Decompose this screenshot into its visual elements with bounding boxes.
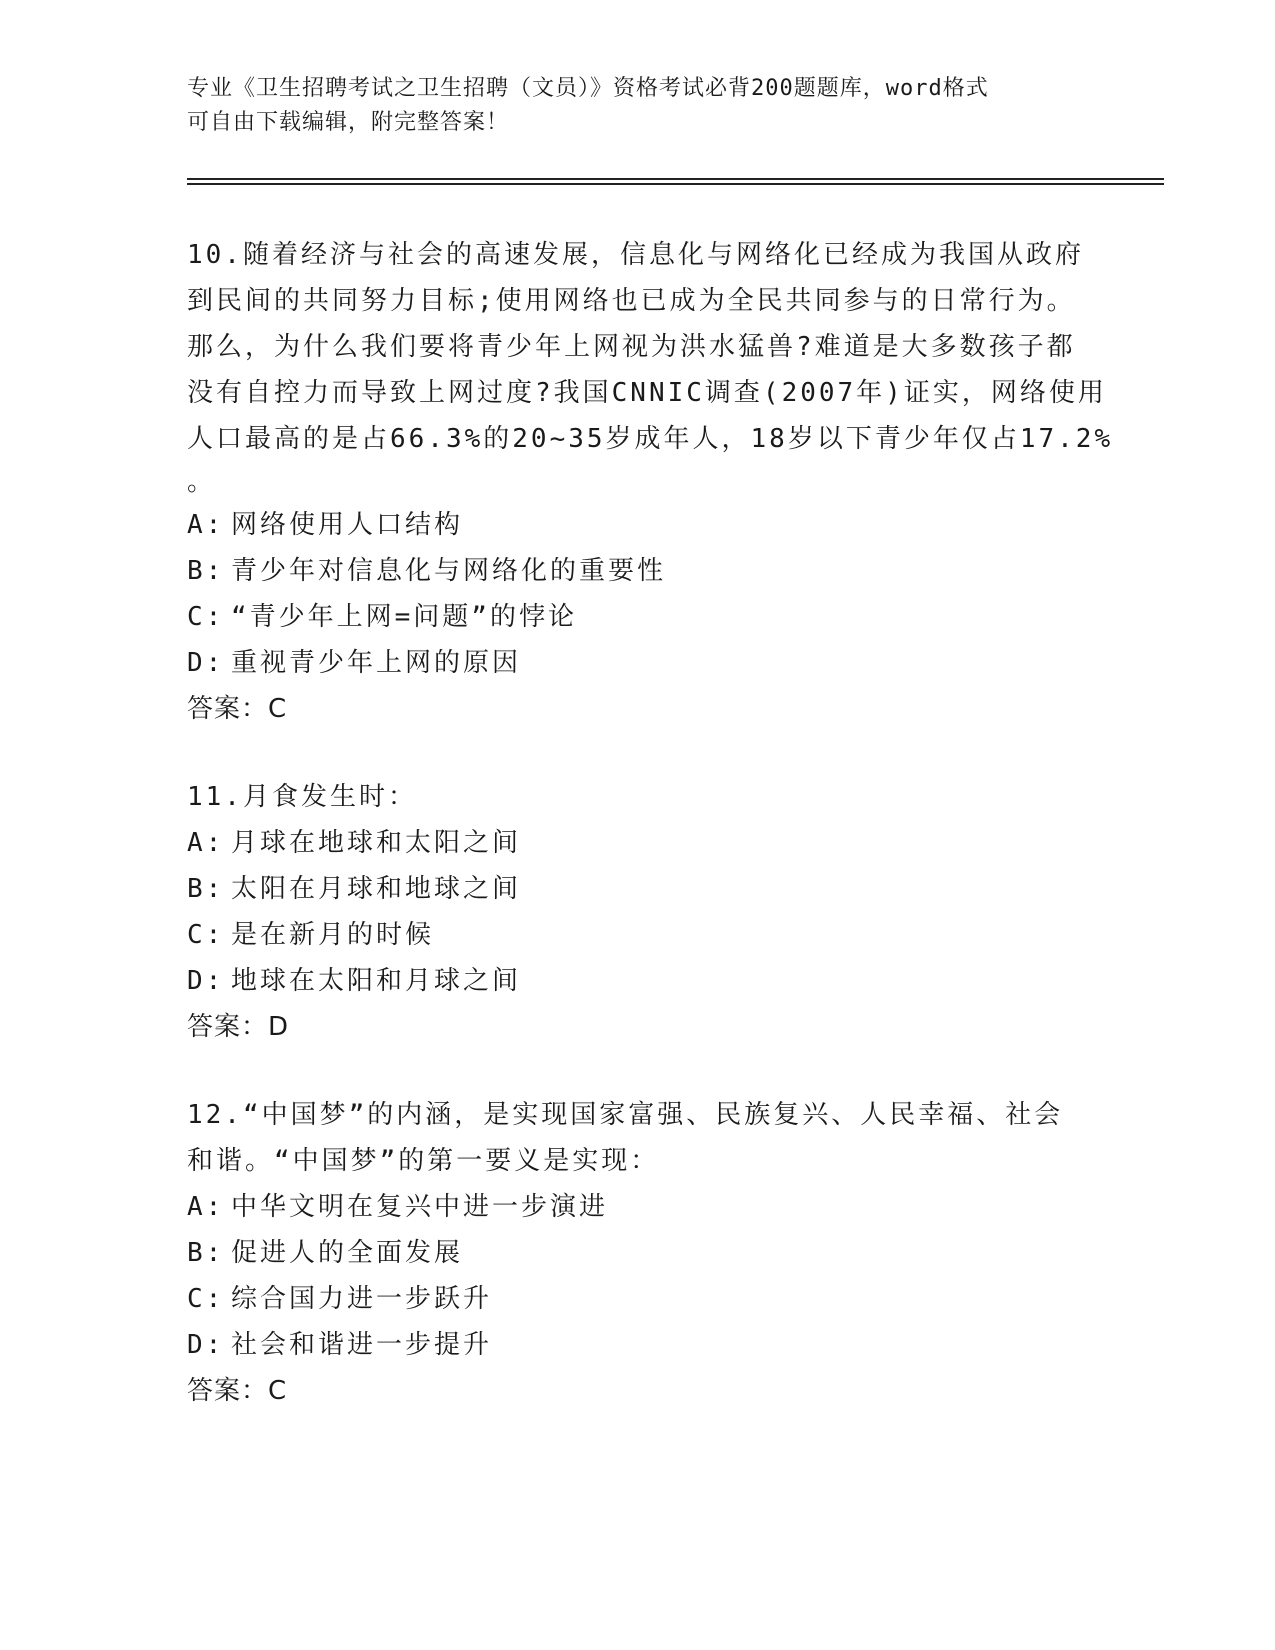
option-letter: A: <box>187 510 225 540</box>
option-letter: D: <box>187 1330 225 1360</box>
option-c <box>187 1276 1087 1322</box>
option-letter: C: <box>187 920 225 950</box>
option-text: 地球在太阳和月球之间 <box>231 966 522 996</box>
option-letter: D: <box>187 966 225 996</box>
header-divider-bottom <box>187 183 1164 185</box>
option-letter: B: <box>187 874 225 904</box>
question-10 <box>187 232 1114 732</box>
option-letter: C: <box>187 1284 225 1314</box>
option-letter: A: <box>187 828 225 858</box>
document-header <box>187 72 1087 140</box>
option-a <box>187 502 1087 548</box>
option-d <box>187 640 1087 686</box>
question-stem-line: 12.“中国梦”的内涵，是实现国家富强、民族复兴、人民幸福、社会 <box>187 1100 1064 1130</box>
answer-line: 答案：D <box>187 1012 290 1042</box>
question-spacer <box>187 1050 1087 1092</box>
question-11 <box>187 774 1087 1050</box>
option-text: “青少年上网=问题”的悖论 <box>231 602 577 632</box>
option-letter: B: <box>187 1238 225 1268</box>
option-d <box>187 958 1087 1004</box>
option-text: 月球在地球和太阳之间 <box>231 828 522 858</box>
option-letter: B: <box>187 556 225 586</box>
question-stem-line: 那么，为什么我们要将青少年上网视为洪水猛兽?难道是大多数孩子都 <box>187 332 1076 362</box>
question-stem-line: 11.月食发生时： <box>187 782 417 812</box>
option-text: 社会和谐进一步提升 <box>231 1330 493 1360</box>
option-a <box>187 1184 1087 1230</box>
option-b <box>187 866 1087 912</box>
question-list <box>187 232 1114 1414</box>
question-stem-line: 和谐。“中国梦”的第一要义是实现： <box>187 1146 660 1176</box>
option-text: 促进人的全面发展 <box>231 1238 464 1268</box>
header-line-1: 专业《卫生招聘考试之卫生招聘（文员）》资格考试必背200题题库，word格式 <box>187 76 989 101</box>
header-divider-top <box>187 178 1164 180</box>
option-a <box>187 820 1087 866</box>
answer-line: 答案：C <box>187 1376 288 1406</box>
option-c <box>187 912 1087 958</box>
option-letter: C: <box>187 602 225 632</box>
header-line-2: 可自由下载编辑，附完整答案！ <box>187 110 510 135</box>
option-letter: A: <box>187 1192 225 1222</box>
option-c <box>187 594 1087 640</box>
question-12 <box>187 1092 1087 1414</box>
option-text: 重视青少年上网的原因 <box>231 648 522 678</box>
option-d <box>187 1322 1087 1368</box>
question-stem-line: 到民间的共同努力目标;使用网络也已成为全民共同参与的日常行为。 <box>187 286 1076 316</box>
option-text: 中华文明在复兴中进一步演进 <box>231 1192 609 1222</box>
option-text: 网络使用人口结构 <box>231 510 464 540</box>
question-stem-line: 10.随着经济与社会的高速发展，信息化与网络化已经成为我国从政府 <box>187 240 1084 270</box>
option-text: 青少年对信息化与网络化的重要性 <box>231 556 667 586</box>
option-b <box>187 1230 1087 1276</box>
option-letter: D: <box>187 648 225 678</box>
question-stem-line: 没有自控力而导致上网过度?我国CNNIC调查(2007年)证实，网络使用 <box>187 378 1107 408</box>
option-text: 是在新月的时候 <box>231 920 435 950</box>
option-b <box>187 548 1087 594</box>
option-text: 太阳在月球和地球之间 <box>231 874 522 904</box>
option-text: 综合国力进一步跃升 <box>231 1284 493 1314</box>
answer-line: 答案：C <box>187 694 288 724</box>
question-stem-line: 。 <box>187 467 217 497</box>
question-stem-line: 人口最高的是占66.3%的20~35岁成年人，18岁以下青少年仅占17.2% <box>187 424 1114 454</box>
question-spacer <box>187 732 1087 774</box>
